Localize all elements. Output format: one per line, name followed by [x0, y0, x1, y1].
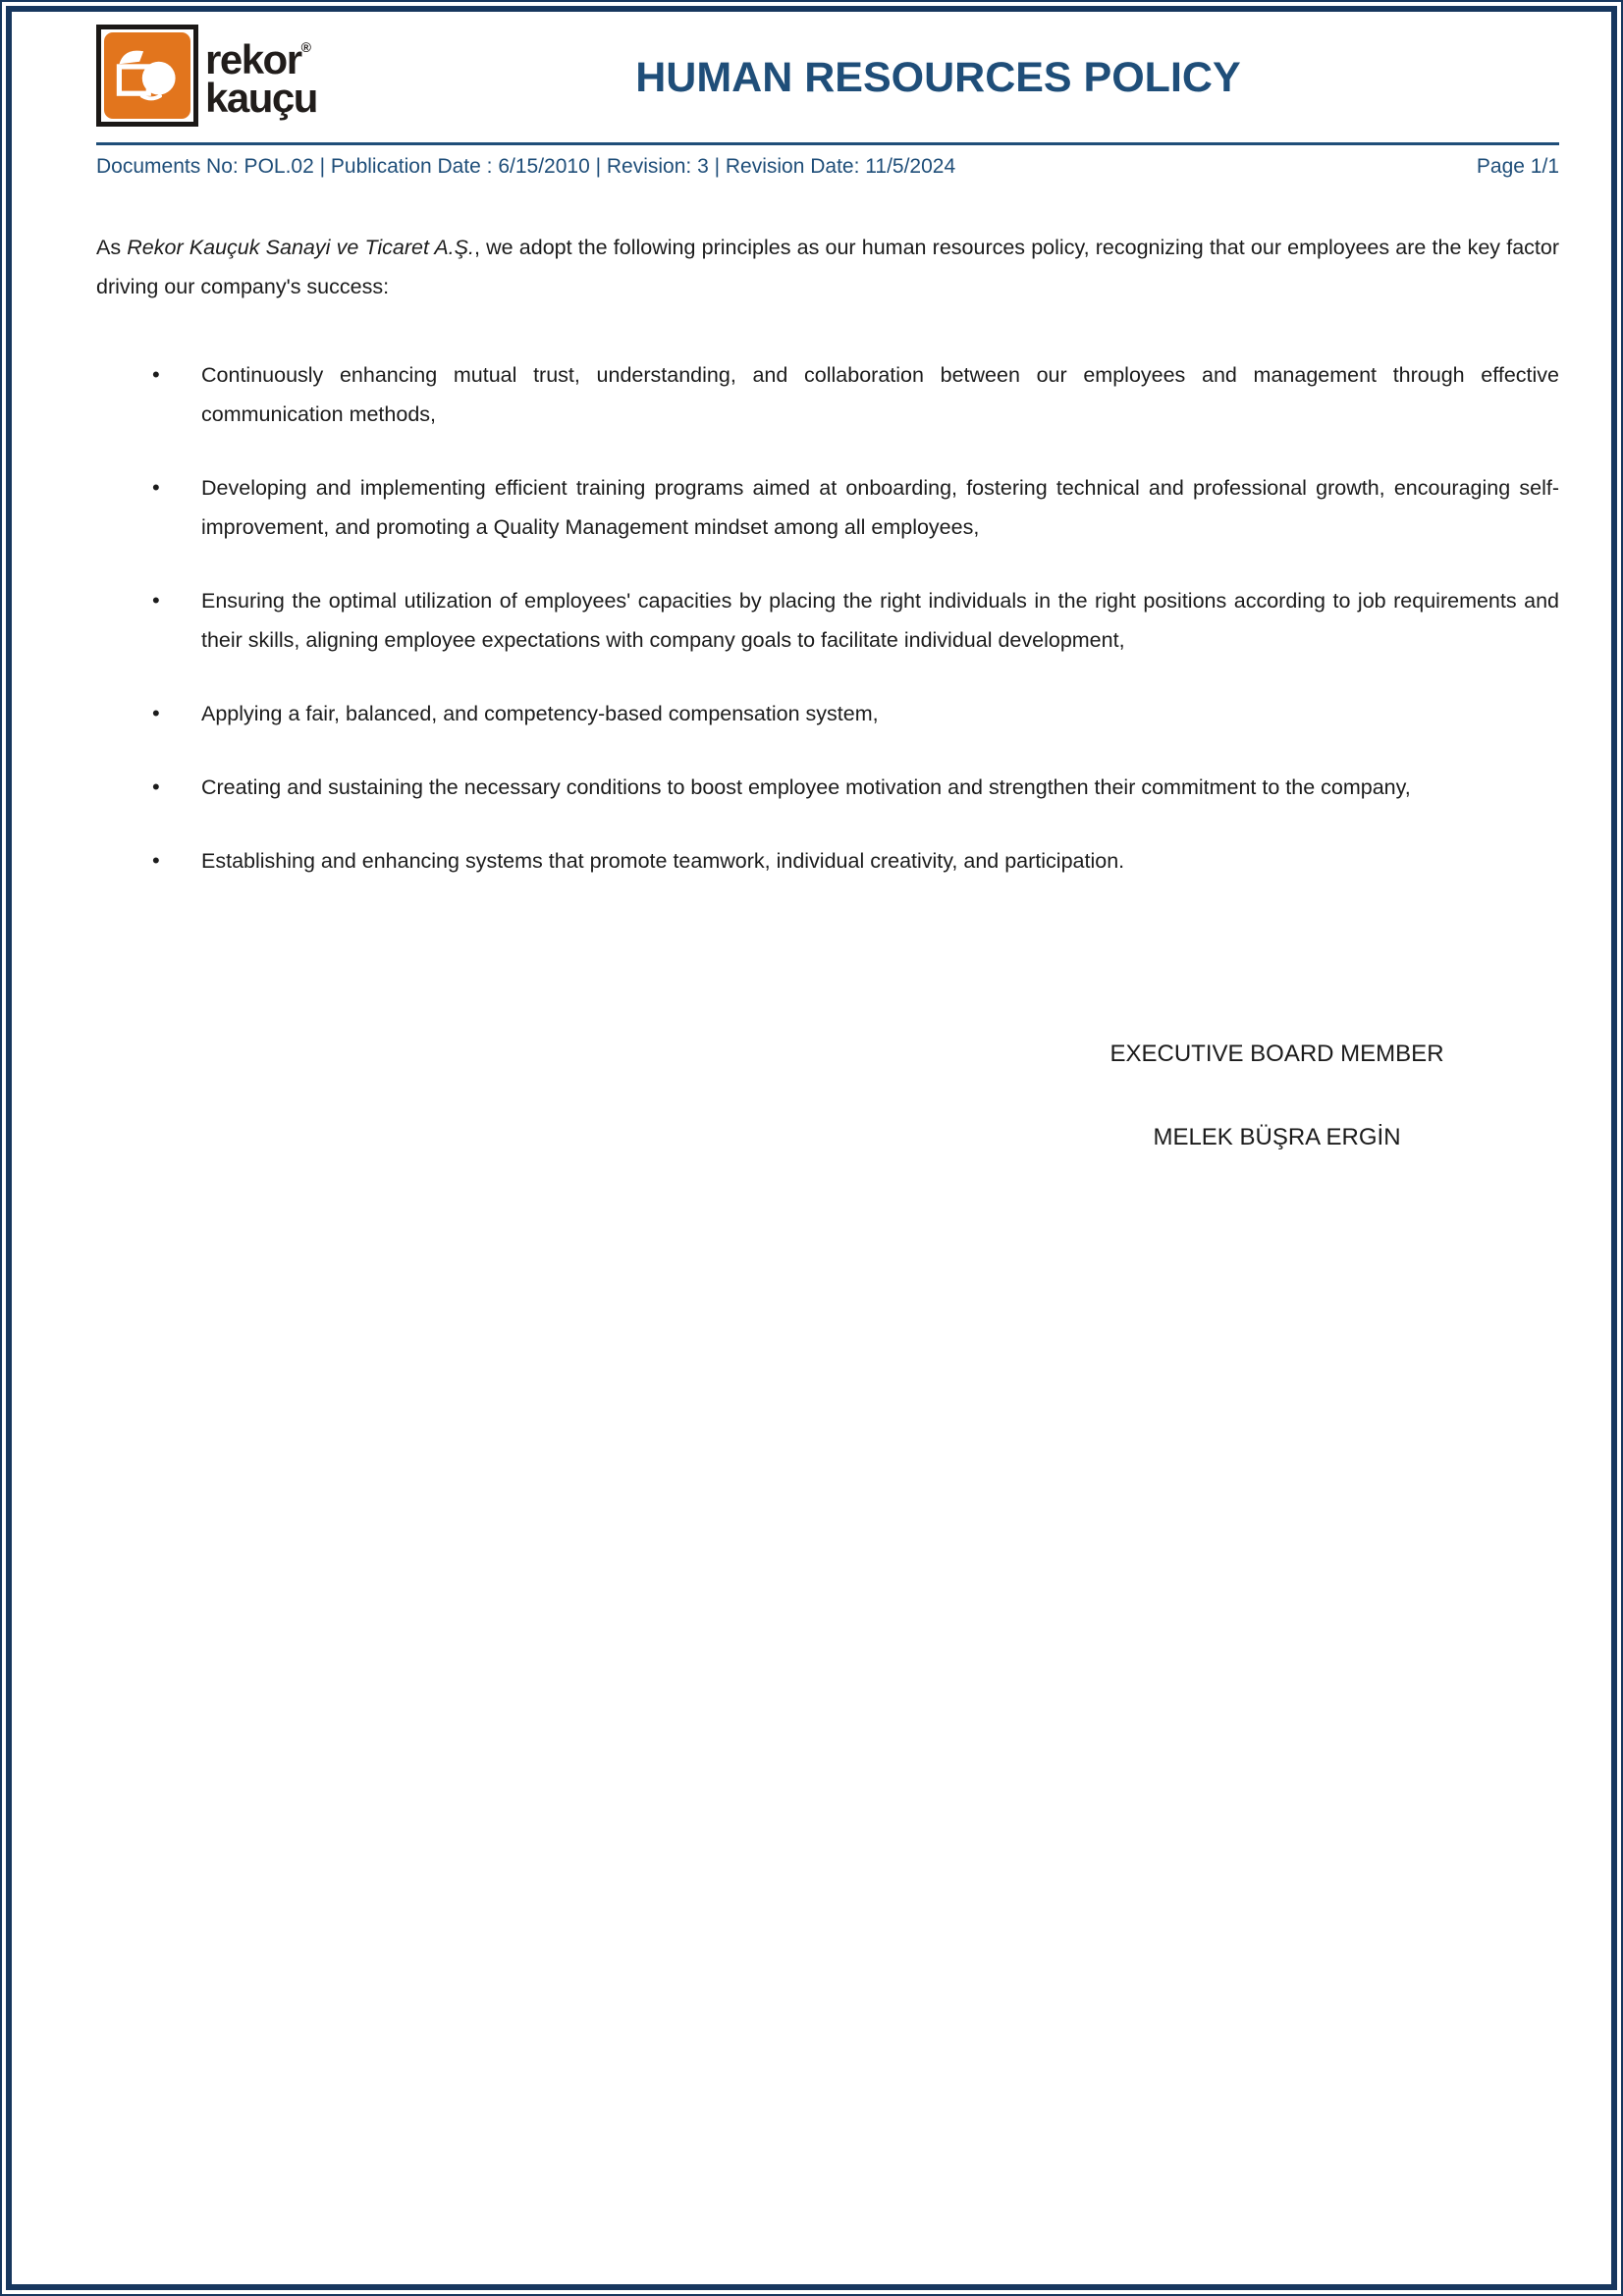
page-content — [96, 25, 1559, 1151]
list-item: • Creating and sustaining the necessary conditions to boost employee motivation and strengthen their commitment to the company, — [201, 768, 1559, 807]
company-name: Rekor Kauçuk Sanayi ve Ticaret A.Ş. — [127, 236, 474, 259]
document-meta: Documents No: POL.02 | Publication Date : 6/15/2010 | Revision: 3 | Revision Date: 11/5/2024 — [96, 155, 956, 178]
title-area — [317, 25, 1559, 102]
intro-prefix: As — [96, 236, 128, 259]
logo-wordmark-line1: rekor® — [205, 36, 310, 82]
list-item: • Applying a fair, balanced, and competency-based compensation system, — [201, 694, 1559, 733]
document-meta-row — [96, 145, 1559, 179]
list-item: • Establishing and enhancing systems that promote teamwork, individual creativity, and participation. — [201, 841, 1559, 881]
list-item: • Developing and implementing efficient training programs aimed at onboarding, fostering technical and professional growth, encouraging self-improvement, and promoting a Quality Management mindset among all employees, — [201, 468, 1559, 547]
document-header — [96, 25, 1559, 145]
intro-suffix: , we adopt the following principles as our human resources policy, recognizing that our employees are the key factor driving our company's success: — [96, 236, 1559, 298]
logo-frame — [96, 25, 198, 127]
signature-block — [995, 1041, 1559, 1151]
company-logo — [96, 25, 317, 127]
list-item: • Continuously enhancing mutual trust, understanding, and collaboration between our employees and management through effective communication methods, — [201, 355, 1559, 434]
page-title: HUMAN RESOURCES POLICY — [635, 54, 1241, 101]
signer-name: MELEK BÜŞRA ERGİN — [1153, 1124, 1401, 1150]
list-item: • Ensuring the optimal utilization of employees' capacities by placing the right individuals in the right positions according to job requirements and their skills, aligning employee expectations with company goals to facilitate individual development, — [201, 581, 1559, 660]
rhino-logo-icon — [109, 37, 186, 114]
logo-orange-tile — [104, 32, 190, 119]
intro-paragraph — [96, 228, 1559, 306]
page-number: Page 1/1 — [1476, 155, 1559, 178]
trademark-mark: ® — [300, 39, 310, 55]
logo-wordmark-line2: kauçu — [205, 75, 317, 122]
signer-role: EXECUTIVE BOARD MEMBER — [1109, 1041, 1444, 1067]
logo-wordmark — [205, 36, 317, 122]
principles-list — [96, 355, 1559, 881]
